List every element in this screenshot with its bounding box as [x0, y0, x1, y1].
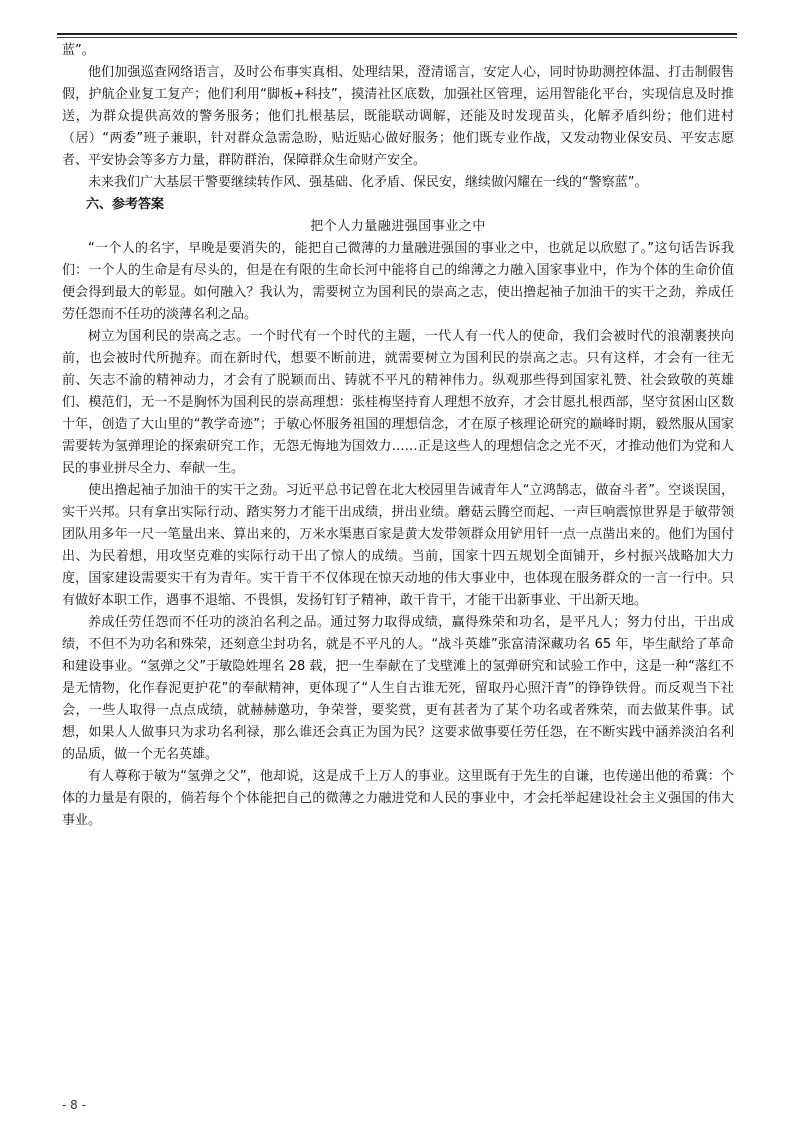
- lead-fragment: 蓝”。: [62, 43, 95, 58]
- essay-paragraph-conclusion: 有人尊称于敏为“氢弹之父”，他却说，这是成千上万人的事业。这里既有于先生的自谦，也传递出他的希冀：个体的力量是有限的，倘若每个个体能把自己的微薄之力融进党和人民的事业中，才会托举起建设社会主义强国的伟大事业。: [62, 769, 734, 828]
- document-body: [62, 40, 734, 832]
- page-number: - 8 -: [62, 1098, 86, 1112]
- essay-title: 把个人力量融进强国事业之中: [310, 219, 486, 234]
- paragraph-future: 未来我们广大基层干警要继续转作风、强基础、化矛盾、保民安，继续做闪耀在一线的“警察蓝”。: [88, 175, 648, 190]
- essay-paragraph-hard-work: 使出撸起袖子加油干的实干之劲。习近平总书记曾在北大校园里告诫青年人“立鸿鹄志，做奋斗者”。空谈误国，实干兴邦。只有拿出实际行动、踏实努力才能干出成绩，拼出业绩。蘑菇云腾空而起、一声巨响震惊世界是于敏带领团队用多年一尺一笔量出来、算出来的，万米水渠惠百家是黄大发带领群众用铲用钎一点一点凿出来的。他们为国付出、为民着想，用攻坚克难的实际行动干出了惊人的成绩。当前，国家十四五规划全面铺开，乡村振兴战略加大力度，国家建设需要实干有为青年。实干肯干不仅体现在惊天动地的伟大事业中，也体现在服务群众的一言一行中。只有做好本职工作，遇事不退缩、不畏惧，发扬钉钉子精神，敢干肯干，才能干出新事业、干出新天地。: [62, 483, 734, 608]
- header-rule-thin: [57, 37, 737, 38]
- paragraph-police-work: 他们加强巡查网络语言，及时公布事实真相、处理结果，澄清谣言，安定人心，同时协助测控体温、打击制假售假，护航企业复工复产；他们利用“脚板+科技”，摸清社区底数，加强社区管理，运用智能化平台，实现信息及时推送，为群众提供高效的警务服务；他们扎根基层，既能联动调解，还能及时发现苗头，化解矛盾纠纷；他们进村（居）“两委”班子兼职，针对群众急需急盼，贴近贴心做好服务；他们既专业作战，又发动物业保安员、平安志愿者、平安协会等多方力量，群防群治，保障群众生命财产安全。: [62, 65, 734, 168]
- essay-paragraph-selflessness: 养成任劳任怨而不任功的淡泊名利之品。通过努力取得成绩，赢得殊荣和功名，是平凡人；努力付出，干出成绩，不但不为功名和殊荣，还刻意尘封功名，就是不平凡的人。“战斗英雄”张富清深藏功名 65 年，毕生献给了革命和建设事业。“氢弹之父”于敏隐姓埋名 28 载，把一生奉献在了戈壁滩上的氢弹研究和试验工作中，这是一种“落红不是无情物，化作春泥更护花”的奉献精神，更体现了“人生自古谁无死，留取丹心照汗青”的铮铮铁骨。而反观当下社会，一些人取得一点点成绩，就赫赫邀功，争荣誉，要奖赏，更有甚者为了某个功名或者殊荣，而去做某件事。试想，如果人人做事只为求功名利禄，那么谁还会真正为国为民？这要求做事要任劳任怨，在不断实践中涵养淡泊名利的品质，做一个无名英雄。: [62, 615, 734, 762]
- section-heading: 六、参考答案: [86, 197, 165, 212]
- essay-paragraph-ambition: 树立为国利民的崇高之志。一个时代有一个时代的主题，一代人有一代人的使命，我们会被时代的浪潮裹挟向前，也会被时代所抛弃。而在新时代，想要不断前进，就需要树立为国利民的崇高之志。只有这样，才会有一往无前、矢志不渝的精神动力，才会有了脱颖而出、铸就不平凡的精神伟力。纵观那些得到国家礼赞、社会致敬的英雄们、模范们，无一不是胸怀为国利民的崇高理想：张桂梅坚持育人理想不放弃，才会甘愿扎根西部，坚守贫困山区数十年，创造了大山里的“教学奇迹”；于敏心怀服务祖国的理想信念，才在原子核理论研究的巅峰时期，毅然服从国家需要转为氢弹理论的探索研究工作，无怨无悔地为国效力……正是这些人的理想信念之光不灭，才推动他们为党和人民的事业拼尽全力、奉献一生。: [62, 329, 734, 476]
- header-rule: [57, 33, 737, 35]
- essay-paragraph-intro: “一个人的名字，早晚是要消失的，能把自己微薄的力量融进强国的事业之中，也就足以欣慰了。”这句话告诉我们：一个人的生命是有尽头的，但是在有限的生命长河中能将自己的绵薄之力融入国家事业中，作为个体的生命价值便会得到最大的彰显。如何融入？我认为，需要树立为国利民的崇高之志，使出撸起袖子加油干的实干之劲，养成任劳任怨而不任功的淡薄名利之品。: [62, 241, 734, 322]
